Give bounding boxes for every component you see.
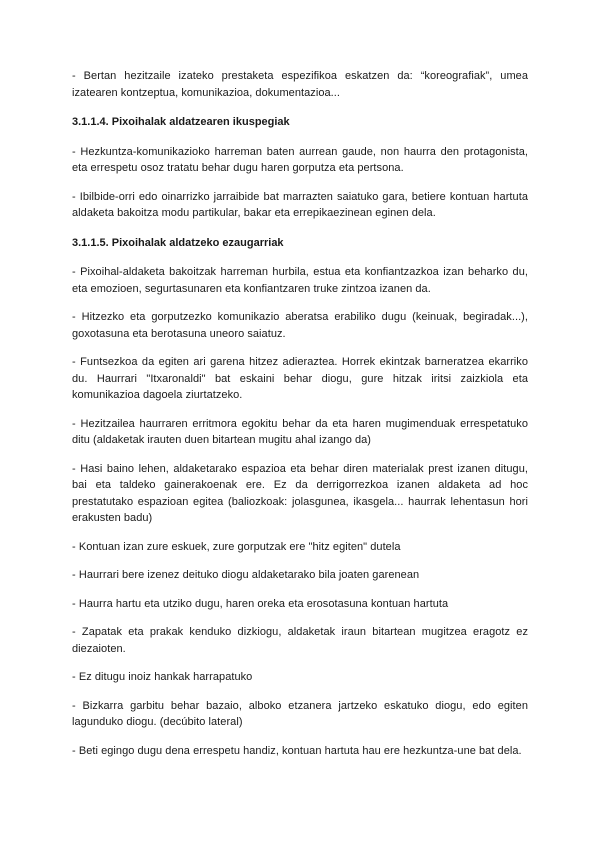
list-item: - Pixoihal-aldaketa bakoitzak harreman hurbila, estua eta konfiantzazkoa izan beharko du, eta emozioen, segurtasunaren eta konfiantzaren truke zintzoa izanen da. — [72, 266, 528, 295]
list-item: - Zapatak eta prakak kenduko dizkiogu, aldaketak iraun bitartean mugitzea eragotz ez diezaioten. — [72, 626, 528, 655]
section-heading-characteristics: 3.1.1.5. Pixoihalak aldatzeko ezaugarriak — [72, 236, 284, 249]
list-item: - Haurrari bere izenez deituko diogu aldaketarako bila joaten garenean — [72, 569, 420, 581]
list-item: - Bizkarra garbitu behar bazaio, alboko etzanera jartzeko eskatuko diogu, edo egiten lagunduko diogu. (decúbito lateral) — [72, 699, 528, 728]
list-item: - Kontuan izan zure eskuek, zure gorputzak ere "hitz egiten" dutela — [72, 540, 401, 553]
list-item: - Beti egingo dugu dena errespetu handiz, kontuan hartuta hau ere hezkuntza-une bat dela. — [72, 744, 522, 757]
paragraph: - Ibilbide-orri edo oinarrizko jarraibide bat marrazten saiatuko gara, betiere kontuan hartuta aldaketa bakoitza modu partikular, bakar eta errepikaezinean eginen dela. — [72, 190, 528, 219]
list-item: - Haurra hartu eta utziko dugu, haren oreka eta erosotasuna kontuan hartuta — [72, 597, 449, 610]
list-item: - Hezitzailea haurraren erritmora egokitu behar da eta haren mugimenduak errespetatuko ditu (aldaketak irauten duen bitartean mugitu ahal izango da) — [72, 417, 528, 446]
intro-paragraph: - Bertan hezitzaile izateko prestaketa espezifikoa eskatzen da: “koreografiak”, umea izatearen kontzeptua, komunikazioa, dokumentazioa... — [72, 70, 528, 99]
list-item: - Hasi baino lehen, aldaketarako espazioa eta behar diren materialak prest izanen ditugu, bai eta taldeko gainerakoenak ere. Ez da derrigorrezkoa izanen aldaketa ad hoc prestatutako espazioan egitea (baliozkoak: jolasgunea, ikasgela... haurrak lehentasun hori erakusten badu) — [72, 462, 528, 524]
list-item: - Funtsezkoa da egiten ari garena hitzez adieraztea. Horrek ekintzak barneratzea ekarriko du. Haurrari "Itxaronaldi" bat eskaini behar diogu, gure hitzak iritsi zaizkiola eta komunikazioa dagoela ziurtatzeko. — [72, 356, 528, 401]
paragraph: - Hezkuntza-komunikazioko harreman baten aurrean gaude, non haurra den protagonista, eta errespetu osoz tratatu behar dugu haren gorputza eta pertsona. — [72, 145, 528, 174]
list-item: - Ez ditugu inoiz hankak harrapatuko — [72, 671, 253, 683]
list-item: - Hitzezko eta gorputzezko komunikazio aberatsa erabiliko dugu (keinuak, begiradak...), goxotasuna eta berotasuna uneoro saiatuz. — [72, 311, 528, 340]
section-heading-perspectives: 3.1.1.4. Pixoihalak aldatzearen ikuspegiak — [72, 116, 290, 128]
